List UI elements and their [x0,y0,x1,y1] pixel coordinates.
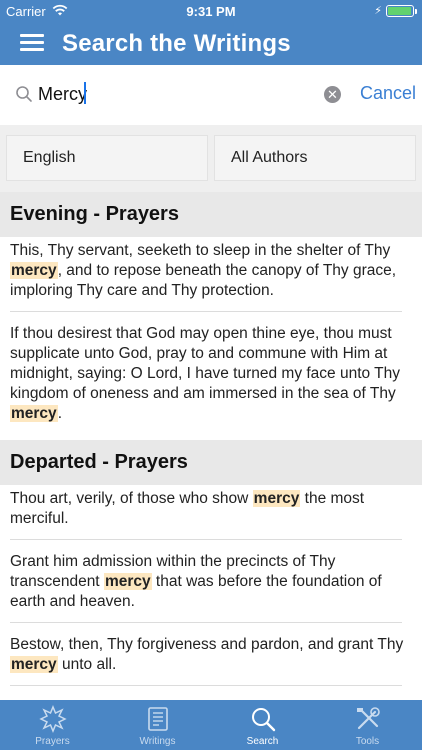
result-item[interactable]: Thou art, verily, of those who show mercy the most merciful. [10,490,365,527]
charging-icon: ⚡ [374,5,382,17]
battery-icon [386,5,414,17]
filter-bar [0,125,422,192]
result-item[interactable]: Bestow, then, Thy forgiveness and pardon, and grant Thy mercy unto all. [10,636,404,673]
search-icon [15,85,33,103]
status-time: 9:31 PM [186,4,236,19]
language-selector[interactable] [6,135,208,181]
match-highlight: mercy [11,405,57,422]
author-selector[interactable] [214,135,416,181]
tools-icon [354,705,382,733]
match-highlight: mercy [253,490,300,507]
result-item[interactable]: Grant him admission within the precincts of Thy transcendent mercy that was before the foundation of earth and heaven. [10,553,382,610]
match-highlight: mercy [11,262,57,279]
hamburger-menu-icon[interactable] [20,32,44,52]
tab-prayers[interactable]: Prayers [0,700,105,750]
author-label: All Authors [231,149,308,166]
nav-bar [0,22,422,65]
text-caret [84,82,86,104]
result-item[interactable]: This, Thy servant, seeketh to sleep in the shelter of Thy mercy, and to repose beneath the canopy of Thy grace, imploring Thy care and Thy protection. [10,242,397,299]
match-highlight: mercy [11,656,57,673]
section-header: Departed - Prayers [0,440,422,485]
battery-level [388,7,411,15]
match-highlight: mercy [104,573,151,590]
tab-writings[interactable]: Writings [105,700,210,750]
tab-search[interactable]: Search [210,700,315,750]
clear-icon[interactable]: ✕ [324,86,341,103]
language-label: English [23,149,76,166]
book-icon [144,705,172,733]
divider [10,622,402,623]
search-results [0,192,422,700]
divider [10,311,402,312]
tab-tools[interactable]: Tools [315,700,420,750]
result-item[interactable]: If thou desirest that God may open thine eye, thou must supplicate unto God, pray to and commune with Him at midnight, saying: O Lord, I have turned my face unto Thy kingdom of oneness and am immersed in the sea of Thy mercy. [10,325,401,422]
carrier-label: Carrier [6,4,46,19]
divider [10,539,402,540]
divider [10,685,402,686]
search-input[interactable] [38,81,318,107]
tab-bar [0,700,422,750]
search-bar [0,65,422,125]
page-title: Search the Writings [62,30,291,57]
search-icon [249,705,277,733]
status-bar [0,0,422,22]
cancel-button[interactable]: Cancel [360,83,417,103]
section-header: Evening - Prayers [0,192,422,237]
star-icon [39,705,67,733]
